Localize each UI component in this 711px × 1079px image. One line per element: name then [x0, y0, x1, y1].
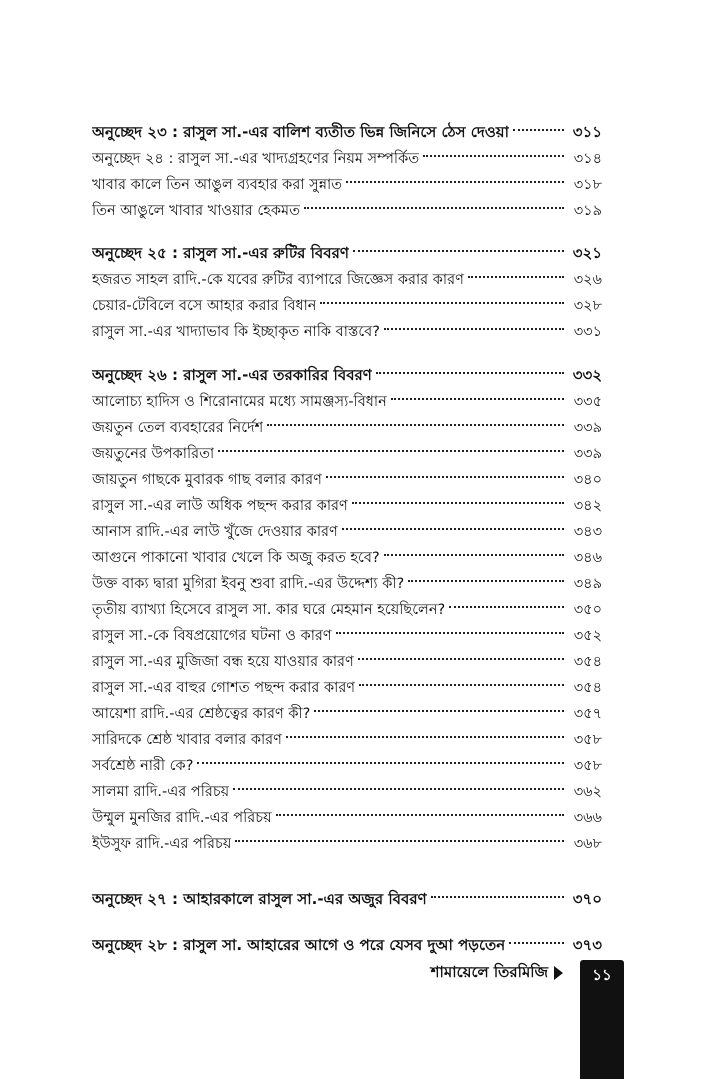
toc-entry-title: জয়তুনের উপকারিতা	[92, 446, 215, 462]
dot-leader	[346, 159, 564, 183]
page-number-tab	[580, 960, 624, 1079]
toc-entry	[92, 408, 602, 436]
dot-leader	[218, 428, 564, 452]
toc-entry-title: জায়তুন গাছকে মুবারক গাছ বলার কারণ	[92, 472, 322, 488]
running-footer	[431, 958, 571, 988]
toc-entry	[92, 260, 602, 288]
toc-entry	[92, 746, 602, 774]
toc-entry-title: রাসুল সা.-কে বিষপ্রয়োগের ঘটনা ও কারণ	[92, 628, 332, 644]
toc-entry-page: ৩৩৫	[573, 394, 602, 410]
toc-entry	[92, 139, 602, 167]
dot-leader	[431, 874, 564, 898]
toc-entry-page: ৩২৬	[573, 272, 602, 288]
toc-entry-page: ৩৬২	[573, 784, 602, 800]
toc-chapter-entry	[92, 356, 602, 384]
toc-entry-page: ৩৫৮	[573, 758, 602, 774]
dot-leader	[423, 133, 564, 157]
dot-leader	[384, 532, 564, 556]
toc-entry	[92, 434, 602, 462]
toc-entry-page: ৩৫০	[573, 602, 602, 618]
dot-leader	[326, 454, 564, 478]
dot-leader	[197, 740, 564, 764]
toc-entry	[92, 668, 602, 696]
book-title: শামায়েলে তিরমিজি	[430, 962, 548, 981]
toc-entry-title: খাবার কালে তিন আঙুল ব্যবহার করা সুন্নাত	[92, 177, 343, 193]
toc-chapter-entry	[92, 880, 602, 908]
dot-leader	[267, 402, 564, 426]
dot-leader	[320, 280, 564, 304]
toc-entry	[92, 538, 602, 566]
toc-entry-page: ৩৪৯	[573, 576, 602, 592]
dot-leader	[513, 107, 564, 131]
toc-entry-page: ৩২১	[572, 244, 602, 262]
toc-chapter-entry	[92, 234, 602, 262]
dot-leader	[353, 228, 564, 252]
toc-entry-title: চেয়ার-টেবিলে বসে আহার করার বিধান	[92, 298, 317, 314]
toc-entry-title: হজরত সাহল রাদি.-কে যবের রুটির ব্যাপারে জিজ্ঞেস করার কারণ	[92, 272, 464, 288]
toc-entry	[92, 512, 602, 540]
toc-chapter-entry	[92, 113, 602, 141]
toc-entry	[92, 486, 602, 514]
triangle-pointer-icon	[554, 966, 563, 980]
toc-entry-title: সালমা রাদি.-এর পরিচয়	[92, 784, 230, 800]
dot-leader	[276, 792, 564, 816]
toc-entry-page: ৩১১	[572, 123, 602, 141]
dot-leader	[391, 376, 564, 400]
toc-entry	[92, 616, 602, 644]
toc-entry	[92, 772, 602, 800]
toc-entry	[92, 312, 602, 340]
toc-entry-title: অনুচ্ছেদ ২৪ : রাসুল সা.-এর খাদ্যগ্রহণের নিয়ম সম্পর্কিত	[92, 151, 420, 167]
toc-entry-page: ৩২৮	[573, 298, 602, 314]
toc-entry	[92, 460, 602, 488]
toc-entry-title: সারিদকে শ্রেষ্ঠ খাবার বলার কারণ	[92, 732, 282, 748]
toc-entry-title: আগুনে পাকানো খাবার খেলে কি অজু করত হবে?	[92, 550, 380, 566]
dot-leader	[352, 480, 564, 504]
toc-entry	[92, 165, 602, 193]
toc-entry-page: ৩১৮	[573, 177, 602, 193]
dot-leader	[376, 350, 564, 374]
toc-entry-title: অনুচ্ছেদ ২৬ : রাসুল সা.-এর তরকারির বিবরণ	[92, 366, 372, 384]
toc-entry-page: ৩৫৮	[573, 732, 602, 748]
dot-leader	[408, 558, 564, 582]
toc-entry-title: তিন আঙুলে খাবার খাওয়ার হেকমত	[92, 203, 300, 219]
toc-entry-page: ৩৫৪	[573, 680, 602, 696]
toc-entry	[92, 564, 602, 592]
dot-leader	[384, 306, 564, 330]
toc-entry	[92, 286, 602, 314]
toc-entry-page: ৩৩২	[572, 366, 602, 384]
toc-entry-title: জয়তুন তেল ব্যবহারের নির্দেশ	[92, 420, 264, 436]
toc-entry-page: ৩৬৬	[573, 810, 602, 826]
toc-entry-page: ৩১৯	[573, 203, 602, 219]
toc-entry-title: আয়েশা রাদি.-এর শ্রেষ্ঠত্বের কারণ কী?	[92, 706, 311, 722]
toc-entry-page: ৩৪০	[573, 472, 602, 488]
toc-entry-page: ৩৭০	[572, 890, 602, 908]
toc-entry-title: রাসুল সা.-এর মুজিজা বন্ধ হয়ে যাওয়ার কারণ	[92, 654, 354, 670]
toc-entry	[92, 824, 602, 852]
toc-entry-title: রাসুল সা.-এর খাদ্যাভাব কি ইচ্ছাকৃত নাকি বাস্তবে?	[92, 324, 380, 340]
toc-entry-title: অনুচ্ছেদ ২৮ : রাসুল সা. আহারের আগে ও পরে যেসব দুআ পড়তেন	[92, 936, 506, 954]
dot-leader	[342, 506, 564, 530]
toc-entry-page: ৩৩৯	[573, 420, 602, 436]
dot-leader	[449, 584, 564, 608]
toc-entry-title: উম্মুল মুনজির রাদি.-এর পরিচয়	[92, 810, 272, 826]
toc-entry-page: ৩৭৩	[572, 936, 602, 954]
dot-leader	[468, 254, 564, 278]
toc-entry-title: আলোচ্য হাদিস ও শিরোনামের মধ্যে সামঞ্জস্য-বিধান	[92, 394, 387, 410]
toc-entry-page: ৩৪৬	[573, 550, 602, 566]
toc-entry-title: অনুচ্ছেদ ২৭ : আহারকালে রাসুল সা.-এর অজুর বিবরণ	[92, 890, 427, 908]
toc-entry-title: অনুচ্ছেদ ২৫ : রাসুল সা.-এর রুটির বিবরণ	[92, 244, 349, 262]
toc-entry-title: ইউসুফ রাদি.-এর পরিচয়	[92, 836, 232, 852]
toc-entry	[92, 642, 602, 670]
dot-leader	[304, 185, 564, 209]
dot-leader	[509, 920, 564, 944]
toc-entry-page: ৩৫৭	[573, 706, 602, 722]
toc-entry-page: ৩৬৮	[573, 836, 602, 852]
toc-entry	[92, 694, 602, 722]
toc-entry	[92, 590, 602, 618]
toc-entry-page: ৩৩৯	[573, 446, 602, 462]
toc-entry-title: সর্বশ্রেষ্ঠ নারী কে?	[92, 758, 194, 774]
toc-entry-title: অনুচ্ছেদ ২৩ : রাসুল সা.-এর বালিশ ব্যতীত ভিন্ন জিনিসে ঠেস দেওয়া	[92, 123, 509, 141]
toc-entry-page: ৩৩১	[573, 324, 602, 340]
toc-entry-title: আনাস রাদি.-এর লাউ খুঁজে দেওয়ার কারণ	[92, 524, 338, 540]
dot-leader	[235, 818, 564, 842]
toc-entry-page: ৩৪৩	[573, 524, 602, 540]
toc-entry	[92, 191, 602, 219]
dot-leader	[233, 766, 564, 790]
toc-chapter-entry	[92, 926, 602, 954]
toc-entry-title: রাসুল সা.-এর বাহুর গোশত পছন্দ করার কারণ	[92, 680, 356, 696]
toc-entry-title: উক্ত বাক্য দ্বারা মুগিরা ইবনু শুবা রাদি.-এর উদ্দেশ্য কী?	[92, 576, 405, 592]
toc-entry	[92, 798, 602, 826]
toc-entry	[92, 720, 602, 748]
toc-entry-page: ৩৫৪	[573, 654, 602, 670]
toc-entry-page: ৩১৪	[573, 151, 602, 167]
toc-entry-page: ৩৫২	[573, 628, 602, 644]
dot-leader	[358, 636, 564, 660]
dot-leader	[336, 610, 564, 634]
toc-entry	[92, 382, 602, 410]
dot-leader	[359, 662, 564, 686]
dot-leader	[314, 688, 564, 712]
toc-entry-page: ৩৪২	[573, 498, 602, 514]
toc-entry-title: রাসুল সা.-এর লাউ অধিক পছন্দ করার কারণ	[92, 498, 348, 514]
dot-leader	[286, 714, 564, 738]
page-number: ১১	[592, 966, 612, 984]
toc-entry-title: তৃতীয় ব্যাখ্যা হিসেবে রাসুল সা. কার ঘরে মেহমান হয়েছিলেন?	[92, 602, 446, 618]
